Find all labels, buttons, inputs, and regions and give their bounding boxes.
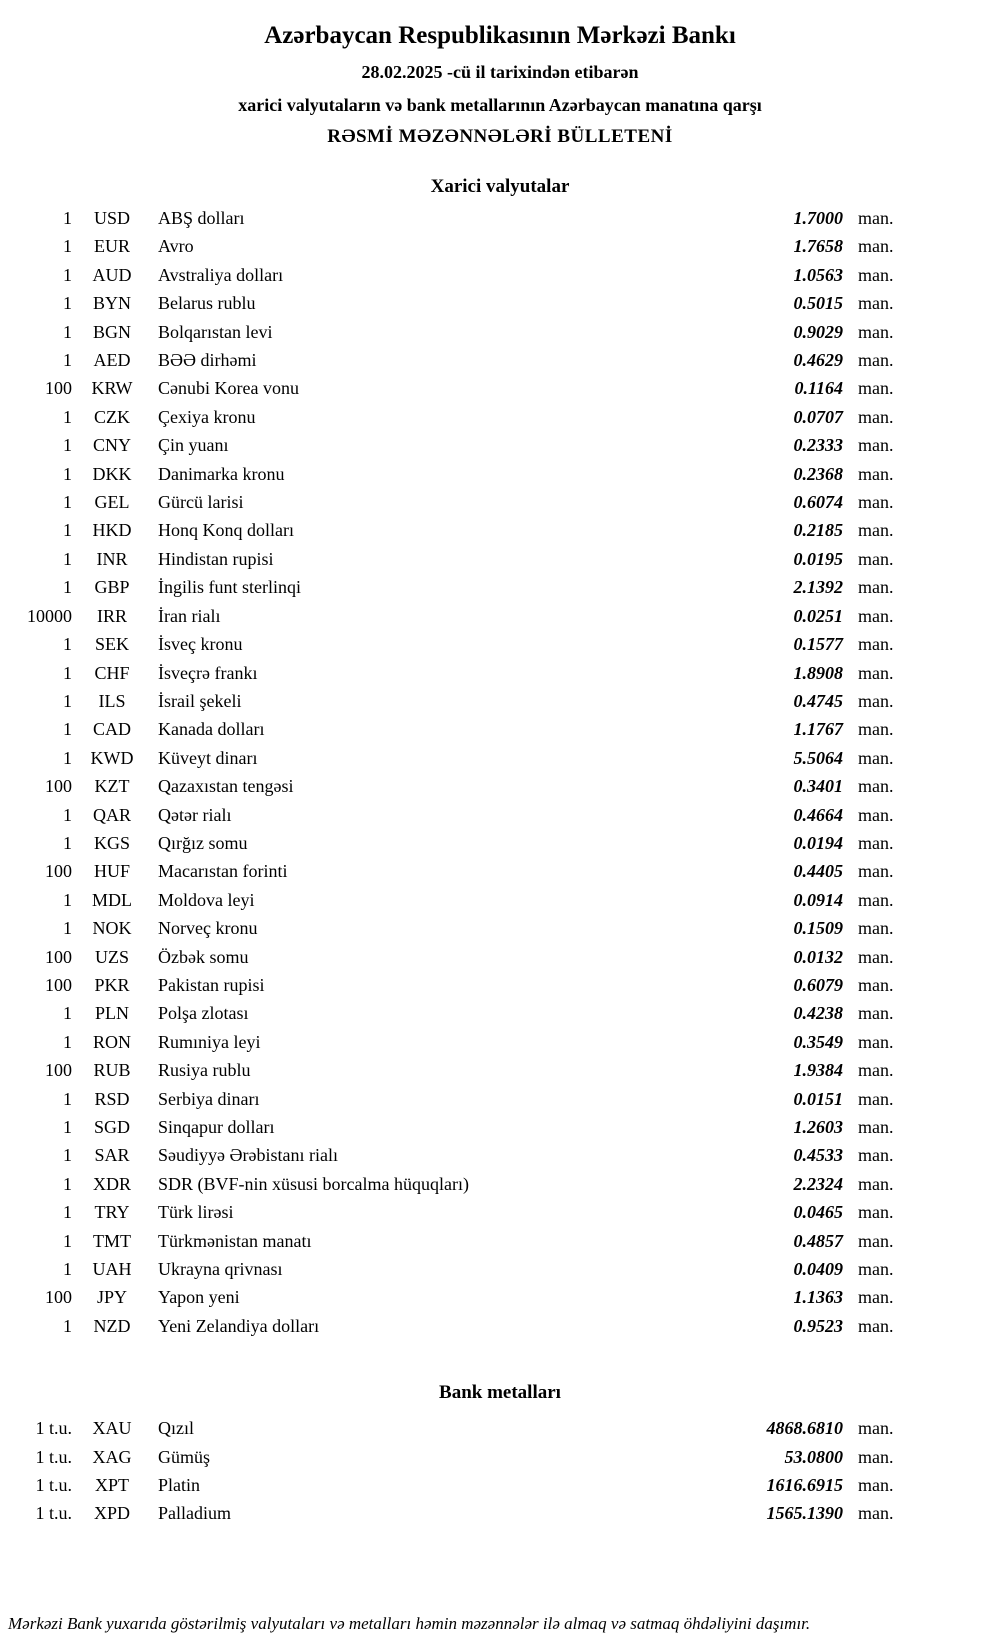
rate-value: 0.0251	[793, 605, 843, 626]
rate-value: 0.2185	[793, 520, 843, 541]
rate-unit: man.	[858, 605, 894, 626]
currency-name: Türk lirəsi	[158, 1202, 234, 1223]
currency-code: CAD	[92, 719, 131, 740]
quantity: 1	[63, 463, 72, 484]
rate-value: 1.0563	[793, 264, 843, 285]
rate-value: 0.0194	[793, 832, 843, 853]
currency-name: Avstraliya dolları	[158, 264, 284, 285]
currency-name: Hindistan rupisi	[158, 548, 274, 569]
rate-row	[8, 1312, 905, 1340]
currency-name: Macarıstan forinti	[158, 861, 288, 882]
rate-row	[8, 886, 905, 914]
currency-code: NZD	[93, 1315, 131, 1336]
rate-row	[8, 744, 905, 772]
rate-row	[8, 1170, 905, 1198]
currency-name: Norveç kronu	[158, 918, 258, 939]
quantity: 1	[63, 690, 72, 711]
rate-value: 0.4664	[793, 804, 843, 825]
rate-unit: man.	[858, 974, 894, 995]
currency-code: QAR	[92, 804, 131, 825]
currency-name: Qazaxıstan tengəsi	[158, 776, 294, 797]
rate-unit: man.	[858, 293, 894, 314]
quantity: 1	[63, 435, 72, 456]
rate-row	[8, 659, 905, 687]
subject-line: xarici valyutaların və bank metallarının Azərbaycan manatına qarşı	[238, 95, 762, 115]
metal-rates-table	[0, 1414, 1000, 1528]
rate-unit: man.	[858, 548, 894, 569]
rate-unit: man.	[858, 832, 894, 853]
rate-value: 0.4238	[793, 1003, 843, 1024]
currency-code: INR	[96, 548, 128, 569]
currency-code: AUD	[92, 264, 132, 285]
quantity: 1	[63, 889, 72, 910]
rate-row	[8, 346, 905, 374]
currency-name: Qızıl	[158, 1418, 194, 1439]
currency-name: Cənubi Korea vonu	[158, 378, 299, 399]
currency-rates-table	[0, 204, 1000, 1340]
rate-value: 53.0800	[784, 1446, 843, 1467]
rate-unit: man.	[858, 435, 894, 456]
rate-row	[8, 232, 905, 260]
currency-code: IRR	[96, 605, 127, 626]
rate-value: 0.4533	[793, 1145, 843, 1166]
currency-name: Kanada dolları	[158, 719, 265, 740]
currency-name: Danimarka kronu	[158, 463, 285, 484]
rate-value: 1.9384	[793, 1060, 843, 1081]
currency-name: Belarus rublu	[158, 293, 256, 314]
currency-name: Gümüş	[158, 1446, 211, 1467]
date-line: 28.02.2025 -cü il tarixindən etibarən	[361, 62, 639, 82]
currency-code: SAR	[94, 1145, 130, 1166]
currency-code: SEK	[94, 634, 129, 655]
rate-value: 1565.1390	[766, 1503, 843, 1524]
section-title-currencies: Xarici valyutalar	[430, 176, 570, 197]
rate-value: 1616.6915	[766, 1475, 843, 1496]
currency-code: AED	[93, 350, 131, 371]
rate-row	[8, 1283, 905, 1311]
rate-unit: man.	[858, 1088, 894, 1109]
rate-row	[8, 289, 905, 317]
rate-row	[8, 1227, 905, 1255]
quantity: 1	[63, 804, 72, 825]
rate-value: 0.9029	[793, 321, 843, 342]
rate-unit: man.	[858, 889, 894, 910]
rate-row	[8, 914, 905, 942]
rate-value: 0.5015	[793, 293, 843, 314]
rate-unit: man.	[858, 946, 894, 967]
rate-row	[8, 460, 905, 488]
rate-value: 0.6074	[793, 492, 843, 513]
rate-value: 0.0195	[793, 548, 843, 569]
quantity: 1	[63, 662, 72, 683]
quantity: 1	[63, 492, 72, 513]
quantity: 1 t.u.	[35, 1446, 72, 1467]
rate-unit: man.	[858, 463, 894, 484]
currency-name: Bolqarıstan levi	[158, 321, 273, 342]
rate-unit: man.	[858, 804, 894, 825]
currency-code: CZK	[94, 406, 130, 427]
quantity: 1	[63, 520, 72, 541]
rate-row	[8, 1028, 905, 1056]
currency-code: UZS	[94, 946, 129, 967]
quantity: 1	[63, 747, 72, 768]
rate-row	[8, 431, 905, 459]
quantity: 1	[63, 1031, 72, 1052]
currency-name: Küveyt dinarı	[158, 747, 258, 768]
rate-row	[8, 374, 905, 402]
currency-name: Sinqapur dolları	[158, 1117, 275, 1137]
quantity: 10000	[27, 605, 72, 626]
rate-row	[8, 1414, 905, 1442]
currency-name: Çexiya kronu	[158, 406, 256, 427]
currency-code: PLN	[94, 1003, 129, 1024]
rate-row	[8, 630, 905, 658]
rate-unit: man.	[858, 1259, 894, 1280]
rate-row	[8, 516, 905, 544]
rate-row	[8, 829, 905, 857]
rate-unit: man.	[858, 492, 894, 513]
rate-row	[8, 1471, 905, 1499]
currency-name: Səudiyyə Ərəbistanı rialı	[158, 1145, 338, 1166]
quantity: 1	[63, 918, 72, 939]
currency-code: PKR	[94, 974, 130, 995]
currency-code: XPD	[93, 1503, 130, 1524]
rate-row	[8, 261, 905, 289]
rate-row	[8, 1255, 905, 1283]
rate-value: 2.2324	[793, 1173, 843, 1194]
currency-name: İran rialı	[158, 605, 221, 626]
rate-unit: man.	[858, 1202, 894, 1223]
rate-value: 0.0707	[793, 406, 843, 427]
rate-unit: man.	[858, 1475, 894, 1496]
currency-name: Avro	[158, 236, 194, 257]
rate-unit: man.	[858, 719, 894, 740]
currency-name: Rusiya rublu	[158, 1060, 251, 1081]
currency-name: Qətər rialı	[158, 804, 232, 825]
currency-code: KWD	[90, 747, 134, 768]
rate-row	[8, 602, 905, 630]
currency-name: İsveçrə frankı	[158, 662, 258, 683]
rate-row	[8, 1113, 905, 1141]
rate-value: 0.0465	[793, 1202, 843, 1223]
rate-value: 0.3549	[793, 1031, 843, 1052]
rate-unit: man.	[858, 577, 894, 598]
currency-code: RUB	[93, 1060, 131, 1081]
currency-code: TRY	[94, 1202, 130, 1223]
currency-code: DKK	[92, 463, 132, 484]
rate-value: 0.1509	[793, 918, 843, 939]
rate-value: 1.7000	[793, 208, 843, 228]
rate-unit: man.	[858, 1287, 894, 1308]
quantity: 1	[63, 1145, 72, 1166]
currency-code: SGD	[93, 1117, 130, 1137]
currency-name: SDR (BVF-nin xüsusi borcalma hüquqları)	[158, 1173, 469, 1194]
currency-name: İsveç kronu	[158, 634, 243, 655]
currency-code: HKD	[92, 520, 132, 541]
rate-value: 0.1577	[793, 634, 843, 655]
quantity: 1	[63, 577, 72, 598]
quantity: 100	[45, 776, 72, 797]
quantity: 100	[45, 378, 72, 399]
quantity: 100	[45, 1287, 72, 1308]
quantity: 1	[63, 406, 72, 427]
currency-name: Gürcü larisi	[158, 492, 244, 513]
rate-row	[8, 715, 905, 743]
rate-value: 0.0151	[793, 1088, 843, 1109]
rate-row	[8, 318, 905, 346]
quantity: 100	[45, 946, 72, 967]
rate-value: 0.2333	[793, 435, 843, 456]
quantity: 1	[63, 236, 72, 257]
rate-value: 0.6079	[793, 974, 843, 995]
rate-row	[8, 772, 905, 800]
currency-name: Honq Konq dolları	[158, 520, 294, 541]
rate-value: 0.9523	[793, 1315, 843, 1336]
rate-value: 1.1767	[793, 719, 843, 740]
currency-code: GEL	[94, 492, 130, 513]
rate-unit: man.	[858, 236, 894, 257]
rate-unit: man.	[858, 1503, 894, 1524]
currency-code: KGS	[93, 832, 130, 853]
currency-code: UAH	[92, 1259, 132, 1280]
quantity: 1 t.u.	[35, 1418, 72, 1439]
quantity: 1	[63, 634, 72, 655]
quantity: 1	[63, 208, 72, 228]
currency-name: İngilis funt sterlinqi	[158, 577, 301, 598]
rate-row	[8, 999, 905, 1027]
quantity: 1	[63, 1003, 72, 1024]
rate-row	[8, 1443, 905, 1471]
currency-name: Rumıniya leyi	[158, 1031, 261, 1052]
rate-value: 0.0132	[793, 946, 843, 967]
currency-name: Serbiya dinarı	[158, 1088, 260, 1109]
quantity: 100	[45, 861, 72, 882]
currency-name: Qırğız somu	[158, 832, 248, 853]
currency-code: BYN	[92, 293, 131, 314]
rate-unit: man.	[858, 1418, 894, 1439]
currency-code: XAG	[92, 1446, 132, 1467]
currency-code: MDL	[92, 889, 132, 910]
rate-row	[8, 204, 905, 232]
currency-name: Türkmənistan manatı	[158, 1230, 312, 1251]
currency-name: BƏƏ dirhəmi	[158, 350, 257, 371]
currency-name: Platin	[158, 1475, 201, 1496]
rate-unit: man.	[858, 690, 894, 711]
rate-unit: man.	[858, 406, 894, 427]
rate-unit: man.	[858, 1173, 894, 1194]
rate-unit: man.	[858, 1031, 894, 1052]
quantity: 1	[63, 1315, 72, 1336]
rate-value: 1.7658	[793, 236, 843, 257]
rate-value: 4868.6810	[766, 1418, 843, 1439]
currency-code: JPY	[96, 1287, 127, 1308]
rate-unit: man.	[858, 776, 894, 797]
rate-unit: man.	[858, 1060, 894, 1081]
quantity: 1 t.u.	[35, 1503, 72, 1524]
currency-name: İsrail şekeli	[158, 690, 242, 711]
rate-value: 1.8908	[793, 662, 843, 683]
quantity: 1	[63, 1259, 72, 1280]
rate-unit: man.	[858, 662, 894, 683]
rate-unit: man.	[858, 1446, 894, 1467]
currency-name: Yeni Zelandiya dolları	[158, 1315, 320, 1336]
currency-code: NOK	[92, 918, 132, 939]
rate-row	[8, 573, 905, 601]
rate-unit: man.	[858, 208, 894, 228]
currency-name: Palladium	[158, 1503, 231, 1524]
rate-row	[8, 488, 905, 516]
currency-code: USD	[93, 208, 130, 228]
rate-value: 0.4405	[793, 861, 843, 882]
rate-value: 0.3401	[793, 776, 843, 797]
rate-row	[8, 943, 905, 971]
footer-disclaimer: Mərkəzi Bank yuxarıda göstərilmiş valyutaları və metalları həmin məzənnələr ilə almaq və satmaq öhdəliyini daşımır.	[8, 1614, 811, 1633]
rate-unit: man.	[858, 321, 894, 342]
page-title: Azərbaycan Respublikasının Mərkəzi Bankı	[264, 22, 736, 49]
rate-row	[8, 1056, 905, 1084]
rate-unit: man.	[858, 747, 894, 768]
rate-unit: man.	[858, 378, 894, 399]
bulletin-title: RƏSMİ MƏZƏNNƏLƏRİ BÜLLETENİ	[327, 126, 673, 147]
currency-code: HUF	[93, 861, 130, 882]
currency-code: EUR	[94, 236, 130, 257]
quantity: 1 t.u.	[35, 1475, 72, 1496]
currency-name: Çin yuanı	[158, 435, 229, 456]
quantity: 1	[63, 1173, 72, 1194]
quantity: 1	[63, 1088, 72, 1109]
rate-value: 0.4857	[793, 1230, 843, 1251]
currency-code: ILS	[98, 690, 126, 711]
currency-name: ABŞ dolları	[158, 208, 245, 228]
currency-code: KZT	[94, 776, 130, 797]
rate-unit: man.	[858, 861, 894, 882]
currency-code: RSD	[94, 1088, 130, 1109]
rate-row	[8, 857, 905, 885]
section-title-metals: Bank metalları	[439, 1382, 561, 1404]
currency-code: CHF	[94, 662, 130, 683]
rate-value: 1.2603	[793, 1117, 843, 1137]
rate-value: 0.4745	[793, 690, 843, 711]
currency-code: RON	[92, 1031, 131, 1052]
rate-value: 0.4629	[793, 350, 843, 371]
quantity: 1	[63, 832, 72, 853]
rate-unit: man.	[858, 264, 894, 285]
currency-name: Ukrayna qrivnası	[158, 1259, 283, 1280]
quantity: 1	[63, 548, 72, 569]
rate-unit: man.	[858, 1230, 894, 1251]
currency-name: Yapon yeni	[158, 1287, 240, 1308]
currency-code: XDR	[92, 1173, 131, 1194]
rate-row	[8, 1085, 905, 1113]
quantity: 1	[63, 1117, 72, 1137]
currency-code: GBP	[94, 577, 130, 598]
quantity: 1	[63, 293, 72, 314]
currency-name: Polşa zlotası	[158, 1003, 249, 1024]
quantity: 1	[63, 264, 72, 285]
currency-code: BGN	[92, 321, 131, 342]
rate-unit: man.	[858, 1117, 894, 1137]
rate-unit: man.	[858, 634, 894, 655]
rate-value: 5.5064	[793, 747, 843, 768]
rate-value: 1.1363	[793, 1287, 843, 1308]
rate-unit: man.	[858, 1003, 894, 1024]
rate-row	[8, 971, 905, 999]
rate-row	[8, 1198, 905, 1226]
rate-unit: man.	[858, 1145, 894, 1166]
quantity: 1	[63, 719, 72, 740]
quantity: 100	[45, 1060, 72, 1081]
currency-name: Moldova leyi	[158, 889, 255, 910]
quantity: 1	[63, 1230, 72, 1251]
currency-code: XAU	[92, 1418, 132, 1439]
quantity: 100	[45, 974, 72, 995]
currency-name: Özbək somu	[158, 946, 249, 967]
rate-value: 0.1164	[794, 378, 843, 399]
quantity: 1	[63, 350, 72, 371]
quantity: 1	[63, 321, 72, 342]
rate-unit: man.	[858, 918, 894, 939]
currency-code: TMT	[93, 1230, 131, 1251]
rate-unit: man.	[858, 520, 894, 541]
currency-code: KRW	[91, 378, 133, 399]
rate-row	[8, 687, 905, 715]
rate-row	[8, 545, 905, 573]
currency-name: Pakistan rupisi	[158, 974, 265, 995]
rate-value: 0.2368	[793, 463, 843, 484]
rate-value: 0.0914	[793, 889, 843, 910]
rate-row	[8, 801, 905, 829]
rate-row	[8, 1499, 905, 1527]
currency-code: CNY	[92, 435, 131, 456]
rate-row	[8, 403, 905, 431]
rate-row	[8, 1141, 905, 1169]
rate-value: 0.0409	[793, 1259, 843, 1280]
quantity: 1	[63, 1202, 72, 1223]
rate-unit: man.	[858, 1315, 894, 1336]
rate-value: 2.1392	[793, 577, 843, 598]
rate-unit: man.	[858, 350, 894, 371]
currency-code: XPT	[94, 1475, 129, 1496]
